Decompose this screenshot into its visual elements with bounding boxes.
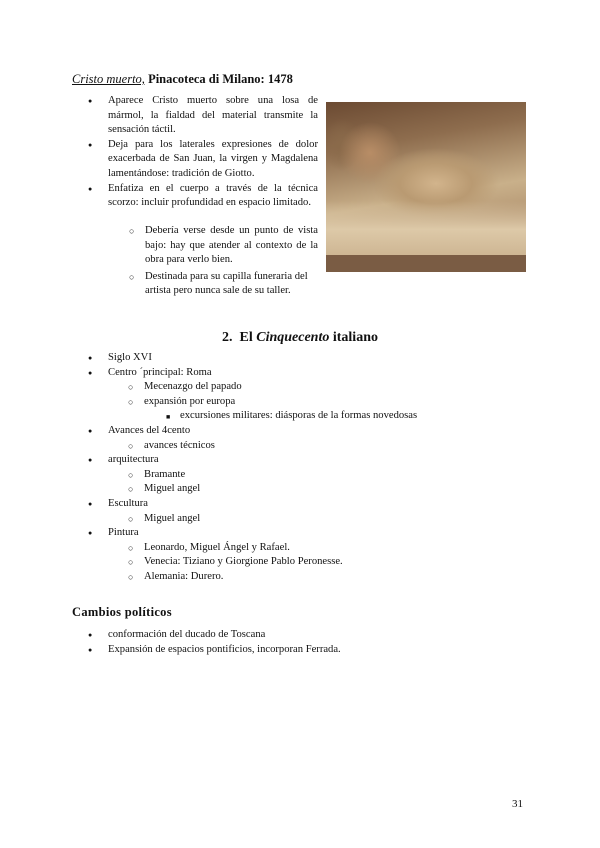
list-item: ■ excursiones militares: diásporas de la formas novedosas [180,409,548,424]
political-changes-list [108,628,548,657]
political-changes-heading: Cambios políticos [72,605,172,619]
list-item: ● Siglo XVI [108,351,548,366]
list-item: ● conformación del ducado de Toscana [108,628,548,643]
painting-bullet-list [108,94,318,211]
cinquecento-list [108,351,548,585]
painting-heading [72,72,293,87]
list-item: ● arquitectura [108,453,548,468]
list-item: ● Centro ´principal: Roma [108,366,548,381]
list-item: ○ Venecia: Tiziano y Giorgione Pablo Peronesse. [144,555,548,570]
list-item: ○ Leonardo, Miguel Ángel y Rafael. [144,541,548,556]
list-item: ● Escultura [108,497,548,512]
list-item: ● Deja para los laterales expresiones de dolor exacerbada de San Juan, la virgen y Magdalena lamentándose: tradición de Giotto. [108,138,318,182]
list-item: ○ Miguel angel [144,512,548,527]
list-item: ● Enfatiza en el cuerpo a través de la técnica scorzo: incluir profundidad en espacio limitado. [108,182,318,211]
list-item: ○ Destinada para su capilla funeraria del artista pero nunca sale de su taller. [145,270,318,299]
list-item: ● Aparece Cristo muerto sobre una losa de mármol, la fialdad del material transmite la sensación táctil. [108,94,318,138]
list-item: ○ Mecenazgo del papado [144,380,548,395]
list-item: ○ Debería verse desde un punto de vista bajo: hay que atender al contexto de la obra para verlo bien. [145,224,318,268]
list-item: ○ Bramante [144,468,548,483]
section-title: 2. El Cinquecento italiano [222,330,378,345]
painting-title: Cristo muerto, [72,72,145,86]
list-item: ● Expansión de espacios pontificios, incorporan Ferrada. [108,643,548,658]
list-item: ○ expansión por europa [144,395,548,410]
list-item: ○ Miguel angel [144,482,548,497]
painting-location: Pinacoteca di Milano: 1478 [148,72,293,86]
list-item: ○ Alemania: Durero. [144,570,548,585]
page-number: 31 [512,798,523,810]
list-item: ● Pintura [108,526,548,541]
list-item: ● Avances del 4cento [108,424,548,439]
list-item: ○ avances técnicos [144,439,548,454]
painting-sub-list [145,224,318,299]
dead-christ-painting [326,102,526,272]
